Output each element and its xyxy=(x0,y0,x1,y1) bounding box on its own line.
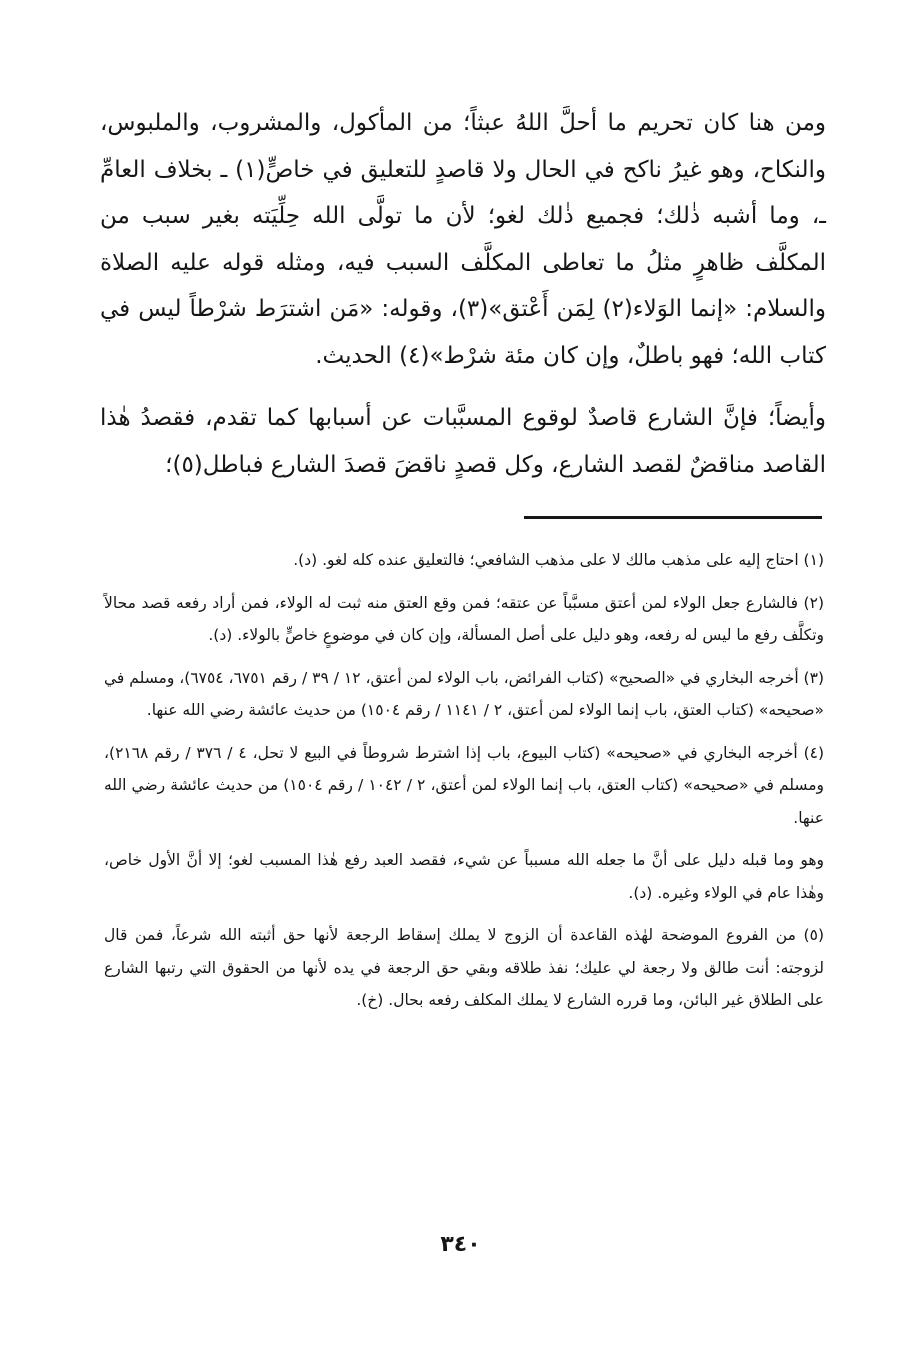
footnote-4: (٤) أخرجه البخاري في «صحيحه» (كتاب البيوع، باب إذا اشترط شروطاً في البيع لا تحل، ٤ / ٣٧٦ / رقم ٢١٦٨)، ومسلم في «صحيحه» (كتاب العتق، باب إنما الولاء لمن أعتق، ٢ / ١٠٤٢ / رقم ١٥٠٤) من حديث عائشة رضي الله عنها. xyxy=(104,743,825,827)
main-paragraph-1: ومن هنا كان تحريم ما أحلَّ اللهُ عبثاً؛ من المأكول، والمشروب، والملبوس، والنكاح، وهو غيرُ ناكح في الحال ولا قاصدٍ للتعليق في خاصٍّ(١) ـ بخلاف العامِّ ـ، وما أشبه ذٰلك؛ فجميع ذٰلك لغو؛ لأن ما تولَّى الله حِلِّيَته بغير سبب من المكلَّف ظاهرٍ مثلُ ما تعاطى المكلَّف السبب فيه، ومثله قوله عليه الصلاة والسلام: «إنما الوَلاء(٢) لِمَن أَعْتق»(٣)، وقوله: «مَن اشترَط شرْطاً ليس في كتاب الله؛ فهو باطلٌ، وإن كان مئة شرْط»(٤) الحديث. xyxy=(100,110,826,369)
page-number: ٣٤٠ xyxy=(440,1232,481,1257)
footnotes xyxy=(104,544,824,1027)
footnote-2: (٢) فالشارع جعل الولاء لمن أعتق مسبَّباً عن عتقه؛ فمن وقع العتق منه ثبت له الولاء، فمن أراد رفعه قصد محالاً وتكلَّف رفع ما ليس له رفعه، وهو دليل على أصل المسألة، وإن كان في موضوعٍ خاصٍّ بالولاء. (د). xyxy=(104,593,824,644)
footnote-5: (٥) من الفروع الموضحة لهٰذه القاعدة أن الزوج لا يملك إسقاط الرجعة لأنها حق أثبته الله شرعاً، فمن قال لزوجته: أنت طالق ولا رجعة لي عليك؛ نفذ طلاقه وبقي حق الرجعة في يده لأنها من الحقوق التي رتبها الشارع على الطلاق غير البائن، وما قرره الشارع لا يملك المكلف رفعه بحال. (خ). xyxy=(104,926,824,1009)
footnote-4-continuation: وهو وما قبله دليل على أنَّ ما جعله الله مسبباً عن شيء، فقصد العبد رفع هٰذا المسبب لغو؛ إلا أنَّ الأول خاص، وهٰذا عام في الولاء وغيره. (د). xyxy=(104,851,824,902)
footnote-divider xyxy=(524,516,822,519)
footnote-1: (١) احتاج إليه على مذهب مالك لا على مذهب الشافعي؛ فالتعليق عنده كله لغو. (د). xyxy=(293,551,824,569)
footnote-3: (٣) أخرجه البخاري في «الصحيح» (كتاب الفرائض، باب الولاء لمن أعتق، ١٢ / ٣٩ / رقم ٦٧٥١، ٦٧٥٤)، ومسلم في «صحيحه» (كتاب العتق، باب إنما الولاء لمن أعتق، ٢ / ١١٤١ / رقم ١٥٠٤) من حديث عائشة رضي الله عنها. xyxy=(104,668,824,719)
main-text xyxy=(100,100,826,488)
main-paragraph-2: وأيضاً؛ فإنَّ الشارع قاصدٌ لوقوع المسبَّبات عن أسبابها كما تقدم، فقصدُ هٰذا القاصد مناقضٌ لقصد الشارع، وكل قصدٍ ناقضَ قصدَ الشارع فباطل(٥)؛ xyxy=(100,405,826,478)
